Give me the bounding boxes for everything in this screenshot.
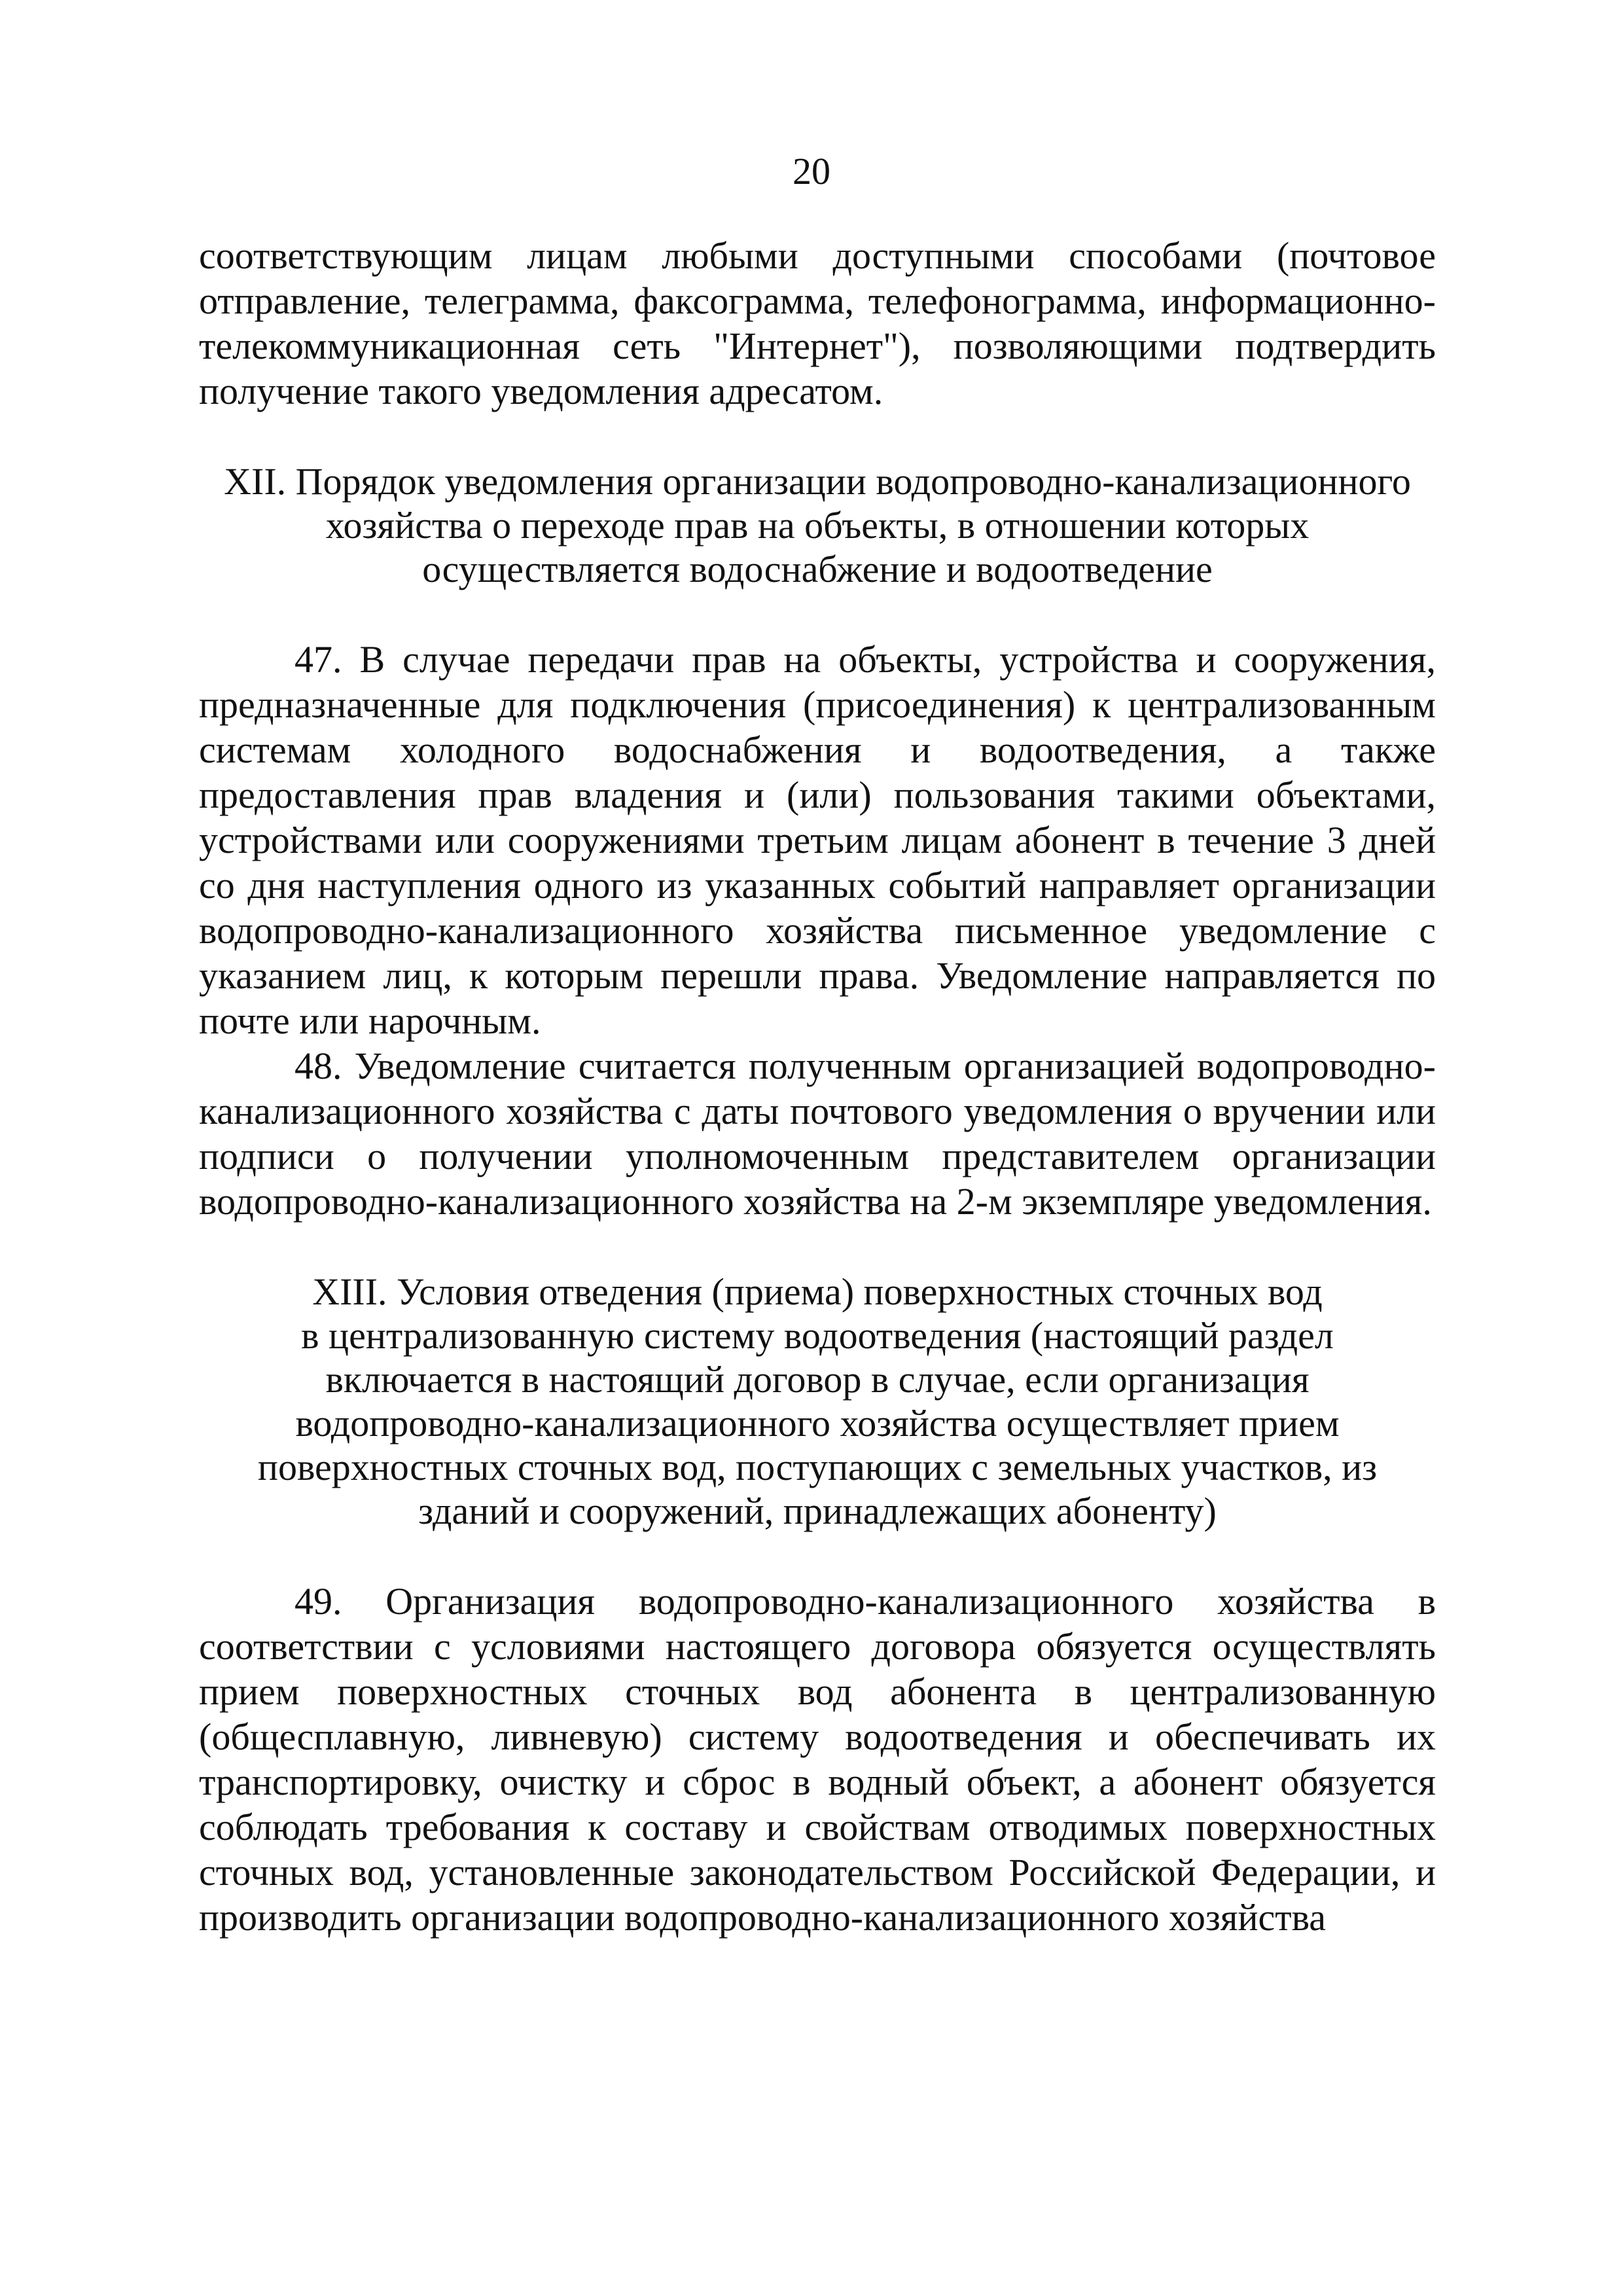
- section-heading-xiii-line-3: включается в настоящий договор в случае, если организация: [325, 1358, 1310, 1401]
- section-heading-xii: [199, 459, 1436, 591]
- section-heading-xiii-line-4: водопроводно-канализационного хозяйства осуществляет прием: [295, 1402, 1340, 1444]
- paragraph-intro: соответствующим лицам любыми доступными способами (почтовое отправление, телеграмма, факсограмма, телефонограмма, информационно-телекоммуникационная сеть "Интернет"), позволяющими подтвердить получение такого уведомления адресатом.: [199, 234, 1436, 412]
- page-number: 20: [793, 150, 830, 192]
- section-heading-xii-line-3: осуществляется водоснабжение и водоотведение: [422, 548, 1213, 590]
- section-heading-xiii-line-1: XIII. Условия отведения (приема) поверхностных сточных вод: [312, 1270, 1323, 1313]
- document-body: [199, 233, 1436, 1940]
- paragraph-48: 48. Уведомление считается полученным организацией водопроводно-канализационного хозяйства с даты почтового уведомления о вручении или подписи о получении уполномоченным представителем организации водопроводно-канализационного хозяйства на 2-м экземпляре уведомления.: [199, 1045, 1436, 1223]
- section-heading-xiii-line-6: зданий и сооружений, принадлежащих абоненту): [418, 1490, 1217, 1532]
- paragraph-49: 49. Организация водопроводно-канализационного хозяйства в соответствии с условиями настоящего договора обязуется осуществлять прием поверхностных сточных вод абонента в централизованную (общесплавную, ливневую) систему водоотведения и обеспечивать их транспортировку, очистку и сброс в водный объект, а абонент обязуется соблюдать требования к составу и свойствам отводимых поверхностных сточных вод, установленные законодательством Российской Федерации, и производить организации водопроводно-канализационного хозяйства: [199, 1580, 1436, 1939]
- section-heading-xiii-line-2: в централизованную систему водоотведения (настоящий раздел: [301, 1314, 1334, 1357]
- paragraph-47: 47. В случае передачи прав на объекты, устройства и сооружения, предназначенные для подключения (присоединения) к централизованным системам холодного водоснабжения и водоотведения, а также предоставления прав владения и (или) пользования такими объектами, устройствами или сооружениями третьим лицам абонент в течение 3 дней со дня наступления одного из указанных событий направляет организации водопроводно-канализационного хозяйства письменное уведомление с указанием лиц, к которым перешли права. Уведомление направляется по почте или нарочным.: [199, 638, 1436, 1042]
- section-heading-xiii-line-5: поверхностных сточных вод, поступающих с земельных участков, из: [257, 1446, 1378, 1488]
- section-heading-xii-line-2: хозяйства о переходе прав на объекты, в отношении которых: [325, 504, 1310, 547]
- section-heading-xiii: [199, 1270, 1436, 1533]
- section-heading-xii-line-1: XII. Порядок уведомления организации водопроводно-канализационного: [224, 460, 1411, 503]
